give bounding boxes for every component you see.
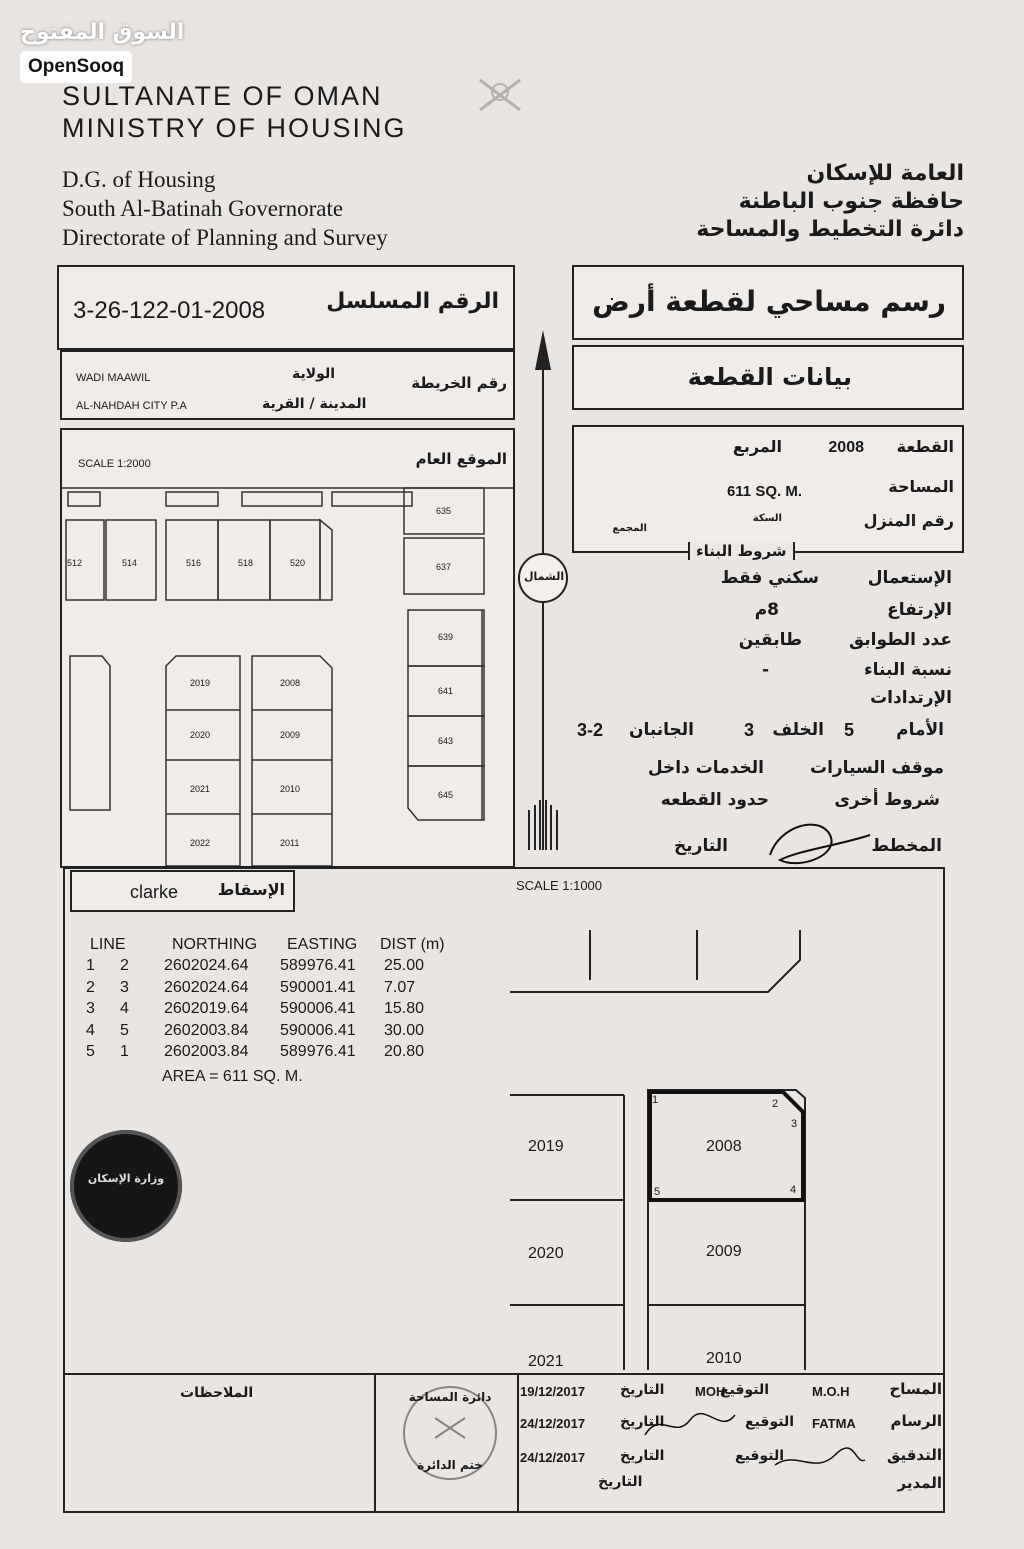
coords-easting: 590006.41 [280,1000,356,1017]
ratio-label: نسبة البناء [863,660,952,680]
wilayat-value: WADI MAAWIL [76,372,151,384]
other-conditions-value: حدود القطعه [660,790,769,810]
coords-easting: 589976.41 [280,1043,356,1060]
plot-value: 2008 [828,439,864,456]
map-number-label: رقم الخريطة [411,374,507,392]
ministry-seal-icon [70,1130,182,1242]
checker-label: التدقيق [886,1446,942,1464]
key-plot-2011: 2011 [280,838,300,848]
date4-label: التاريخ [598,1474,643,1490]
house-number-label: رقم المنزل [863,511,954,530]
area-value: 611 SQ. M. [726,483,802,500]
building-conditions-title: شروط البناء [688,542,795,560]
coords-row [86,1000,446,1022]
key-plot-2009: 2009 [280,730,301,740]
coords-northing: 2602003.84 [164,1021,249,1039]
header-directorate: Directorate of Planning and Survey [62,225,388,250]
north-label: الشمال [524,570,565,583]
corner-2: 2 [772,1098,779,1110]
wilayat-label: الولاية [292,366,336,382]
coords-easting: 590001.41 [280,978,356,996]
planner-label: المخطط [871,836,942,856]
coords-dist: 15.80 [384,1000,425,1017]
sides-label: الجانبان [628,720,694,740]
coords-header-easting: EASTING [287,936,358,953]
street-label: السكة [752,513,782,524]
planner-date-label: التاريخ [674,836,728,856]
drafter-signature-icon [640,1405,740,1445]
notes-label: الملاحظات [180,1385,254,1401]
date3-value: 24/12/2017 [520,1450,586,1465]
floors-label: عدد الطوابق [848,630,952,650]
coords-row [86,979,446,1001]
detail-plot-2009: 2009 [706,1243,742,1260]
coords-rows [86,957,446,1065]
detail-plot-2008: 2008 [706,1138,742,1155]
parking-label: موقف السيارات [809,758,944,778]
coords-northing: 2602019.64 [164,1000,249,1017]
coords-header-line: LINE [90,936,126,953]
coords-area: AREA = 611 SQ. M. [162,1068,303,1085]
coords-to: 3 [120,978,129,996]
coords-northing: 2602024.64 [164,957,249,974]
key-plan-scale: SCALE 1:2000 [78,458,151,470]
coords-from: 5 [86,1043,95,1060]
corner-5: 5 [654,1186,661,1198]
coords-from: 3 [86,1000,95,1017]
director-label: المدير [897,1474,942,1492]
drafter-label: الرسام [890,1412,942,1430]
surveyor-value: M.O.H [812,1384,850,1399]
serial-value: 3-26-122-01-2008 [73,297,266,324]
header-governorate: South Al-Batinah Governorate [62,196,344,221]
serial-label: الرقم المسلسل [326,289,499,314]
header-ministry: MINISTRY OF HOUSING [62,113,407,143]
seal-text: وزارة الإسكان [87,1172,165,1185]
coords-from: 1 [86,957,95,974]
use-value: سكني فقط [720,568,819,588]
key-plot-518: 518 [238,558,254,568]
ratio-value: - [761,660,769,680]
height-value: 8م [754,600,779,620]
coords-dist: 30.00 [384,1021,425,1039]
corner-3: 3 [791,1118,798,1130]
corner-1: 1 [652,1094,659,1106]
back-label: الخلف [772,720,824,740]
coords-row [86,957,446,979]
key-plot-2010: 2010 [280,784,301,794]
detail-plot-2020: 2020 [528,1245,564,1262]
coords-header-northing: NORTHING [172,936,258,953]
back-value: 3 [743,720,754,740]
key-plot-643: 643 [438,736,454,746]
height-label: الإرتفاع [887,600,952,620]
checker-signature-icon [770,1440,870,1480]
coords-from: 2 [86,978,95,996]
key-plot-512: 512 [67,558,83,568]
coords-row [86,1043,446,1065]
floors-value: طابقين [738,630,802,650]
coords-header-dist: DIST (m) [380,936,445,953]
setbacks-label: الإرتدادات [870,688,952,708]
detail-plot-2019: 2019 [528,1138,564,1155]
key-plot-516: 516 [186,558,202,568]
key-plot-520: 520 [290,558,306,568]
date3-label: التاريخ [620,1448,665,1464]
watermark-arabic: السوق المفتوح [20,20,185,45]
header-dg: D.G. of Housing [62,167,216,192]
key-plot-639: 639 [438,632,454,642]
coords-northing: 2602024.64 [164,978,249,996]
coords-from: 4 [86,1021,95,1039]
front-label: الأمام [896,720,944,740]
projection-value: clarke [130,882,179,902]
coords-dist: 20.80 [384,1043,425,1060]
detail-plot-2021: 2021 [528,1353,564,1370]
use-label: الإستعمال [867,568,952,588]
key-plot-2021: 2021 [190,784,211,794]
city-label: المدينة / القرية [262,396,367,412]
signature1-label: التوقيع [720,1382,769,1398]
coords-to: 5 [120,1021,129,1039]
header-ar-dir: دائرة التخطيط والمساحة [696,217,964,242]
signature2-label: التوقيع [745,1414,794,1430]
key-plot-2022: 2022 [190,838,211,848]
coords-to: 4 [120,1000,129,1017]
detail-plot-2010: 2010 [706,1350,742,1367]
key-plot-645: 645 [438,790,454,800]
coords-to: 2 [120,957,129,974]
corner-4: 4 [790,1184,797,1196]
key-plot-2008: 2008 [280,678,301,688]
coords-dist: 25.00 [384,957,425,974]
parking-value: الخدمات داخل [647,758,764,778]
other-conditions-label: شروط أخرى [834,790,940,810]
date1-label: التاريخ [620,1382,665,1398]
front-value: 5 [843,720,854,740]
document-title: رسم مساحي لقطعة أرض [592,285,946,318]
header-ar-dg: العامة للإسكان [806,161,964,186]
key-plot-637: 637 [436,562,452,572]
stamp-label: ختم الدائرة [417,1458,483,1472]
coords-row [86,1022,446,1044]
key-plot-2019: 2019 [190,678,211,688]
city-value: AL-NAHDAH CITY P.A [76,400,187,412]
date1-value: 19/12/2017 [520,1384,586,1399]
key-plan-label: الموقع العام [415,450,507,468]
header-sultanate: SULTANATE OF OMAN [62,81,383,111]
sides-value: 3-2 [577,720,604,740]
date2-label: التاريخ [620,1414,665,1430]
survey-stamp [395,1378,505,1488]
coords-easting: 590006.41 [280,1021,356,1039]
key-plot-514: 514 [122,558,138,568]
header-ar-gov: حافظة جنوب الباطنة [738,189,964,214]
coords-easting: 589976.41 [280,957,356,974]
drafter-value: FATMA [812,1416,856,1431]
plot-data-title: بيانات القطعة [687,363,852,391]
signature1-value: MOH [695,1384,726,1399]
signature3-label: التوقيع [735,1448,784,1464]
key-plot-635: 635 [436,506,452,516]
coords-northing: 2602003.84 [164,1043,249,1060]
survey-stamp-text: دائرة المساحة [408,1390,492,1404]
complex-label: المجمع [612,523,647,534]
date2-value: 24/12/2017 [520,1416,586,1431]
coords-dist: 7.07 [384,978,416,996]
key-plot-641: 641 [438,686,454,696]
projection-label: الإسقاط [217,880,285,899]
area-label: المساحة [888,477,954,496]
surveyor-label: المساح [889,1380,942,1398]
block-label: المربع [732,437,782,456]
coords-to: 1 [120,1043,129,1060]
detail-scale: SCALE 1:1000 [516,878,603,893]
watermark-brand: OpenSooq [20,51,132,83]
plot-label: القطعة [896,437,954,456]
key-plot-2020: 2020 [190,730,211,740]
